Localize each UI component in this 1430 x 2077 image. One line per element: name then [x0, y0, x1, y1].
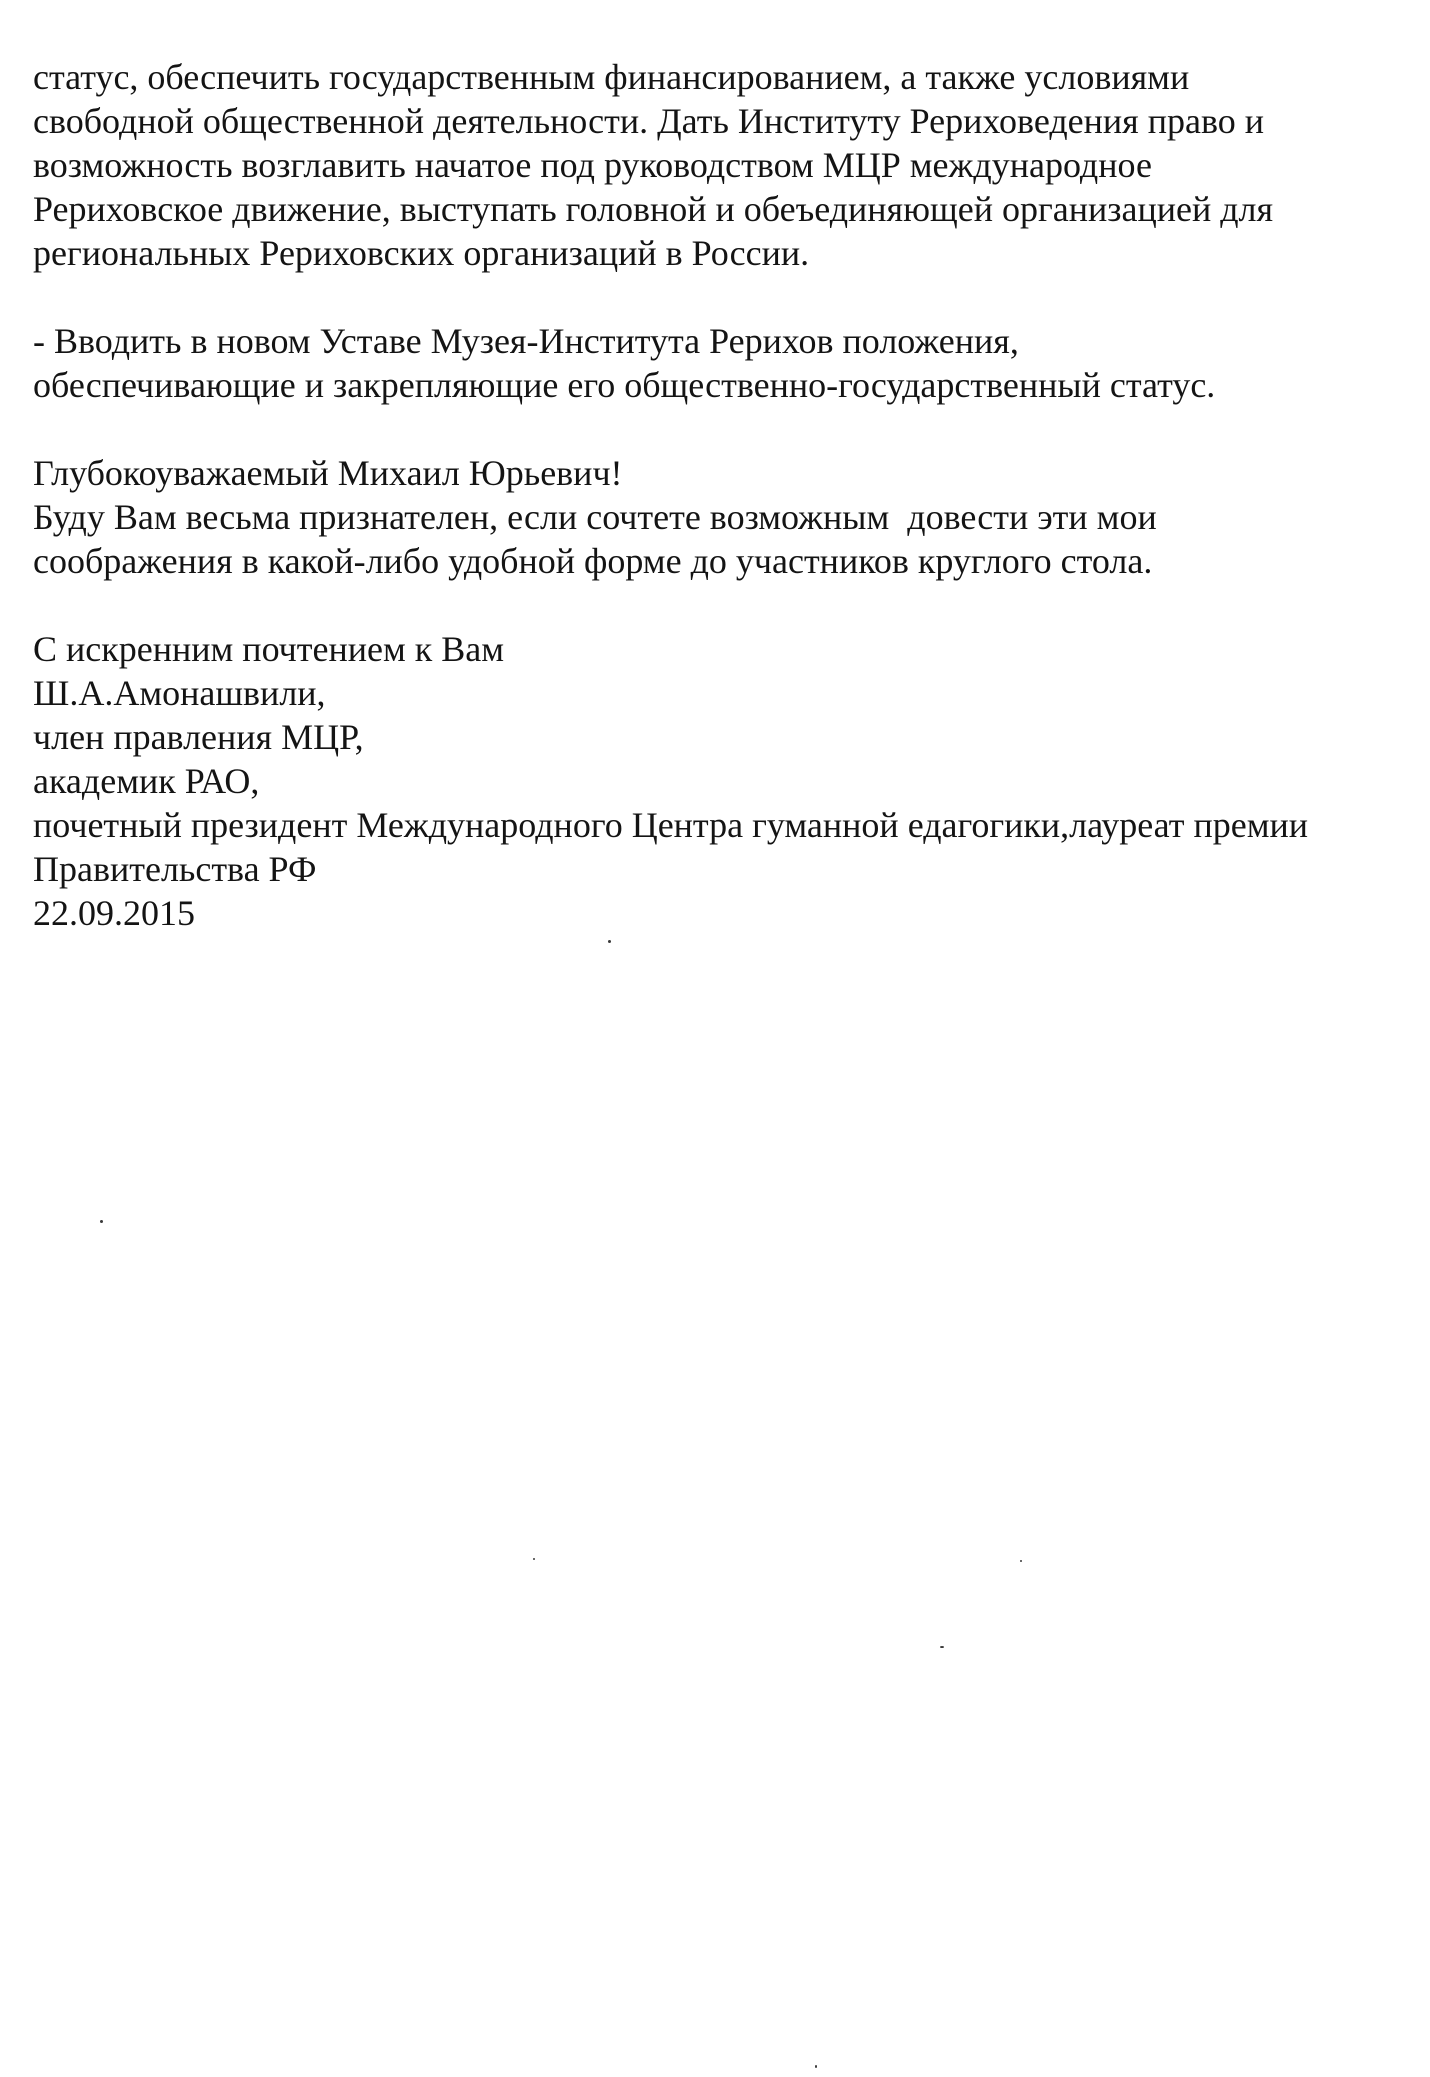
paragraph-charter [33, 319, 1408, 407]
scan-speck [608, 940, 611, 943]
letter-date: 22.09.2015 [33, 893, 195, 933]
letter-body [33, 55, 1408, 935]
signatory-title: академик РАО, [33, 761, 260, 801]
text-line: соображения в какой-либо удобной форме до участников круглого стола. [33, 541, 1153, 581]
paragraph-gap [33, 275, 1408, 319]
text-line: Буду Вам весьма признателен, если сочтете возможным довести эти мои [33, 497, 1157, 537]
text-line: возможность возглавить начатое под руководством МЦР международное [33, 145, 1152, 185]
text-line: - Вводить в новом Уставе Музея-Института Рерихов положения, [33, 321, 1019, 361]
scan-speck [815, 2065, 817, 2068]
text-line: обеспечивающие и закрепляющие его общественно-государственный статус. [33, 365, 1216, 405]
signatory-title: Правительства РФ [33, 849, 317, 889]
text-line: статус, обеспечить государственным финансированием, а также условиями [33, 57, 1190, 97]
salutation: Глубокоуважаемый Михаил Юрьевич! [33, 453, 623, 493]
paragraph-funding [33, 55, 1408, 275]
signatory-title: член правления МЦР, [33, 717, 364, 757]
signatory-title: почетный президент Международного Центра гуманной едагогики,лауреат премии [33, 805, 1309, 845]
paragraph-gap [33, 583, 1408, 627]
paragraph-gap [33, 407, 1408, 451]
closing-line: С искренним почтением к Вам [33, 629, 505, 669]
scan-speck [533, 1558, 535, 1560]
paragraph-address [33, 451, 1408, 583]
text-line: региональных Рериховских организаций в России. [33, 233, 810, 273]
scan-speck [1020, 1560, 1022, 1562]
signature-block [33, 627, 1408, 935]
scan-speck [100, 1220, 103, 1223]
text-line: Рериховское движение, выступать головной и обеъединяющей организацией для [33, 189, 1274, 229]
text-line: свободной общественной деятельности. Дать Институту Рериховедения право и [33, 101, 1264, 141]
scan-speck [940, 1646, 944, 1648]
signatory-name: Ш.А.Амонашвили, [33, 673, 326, 713]
